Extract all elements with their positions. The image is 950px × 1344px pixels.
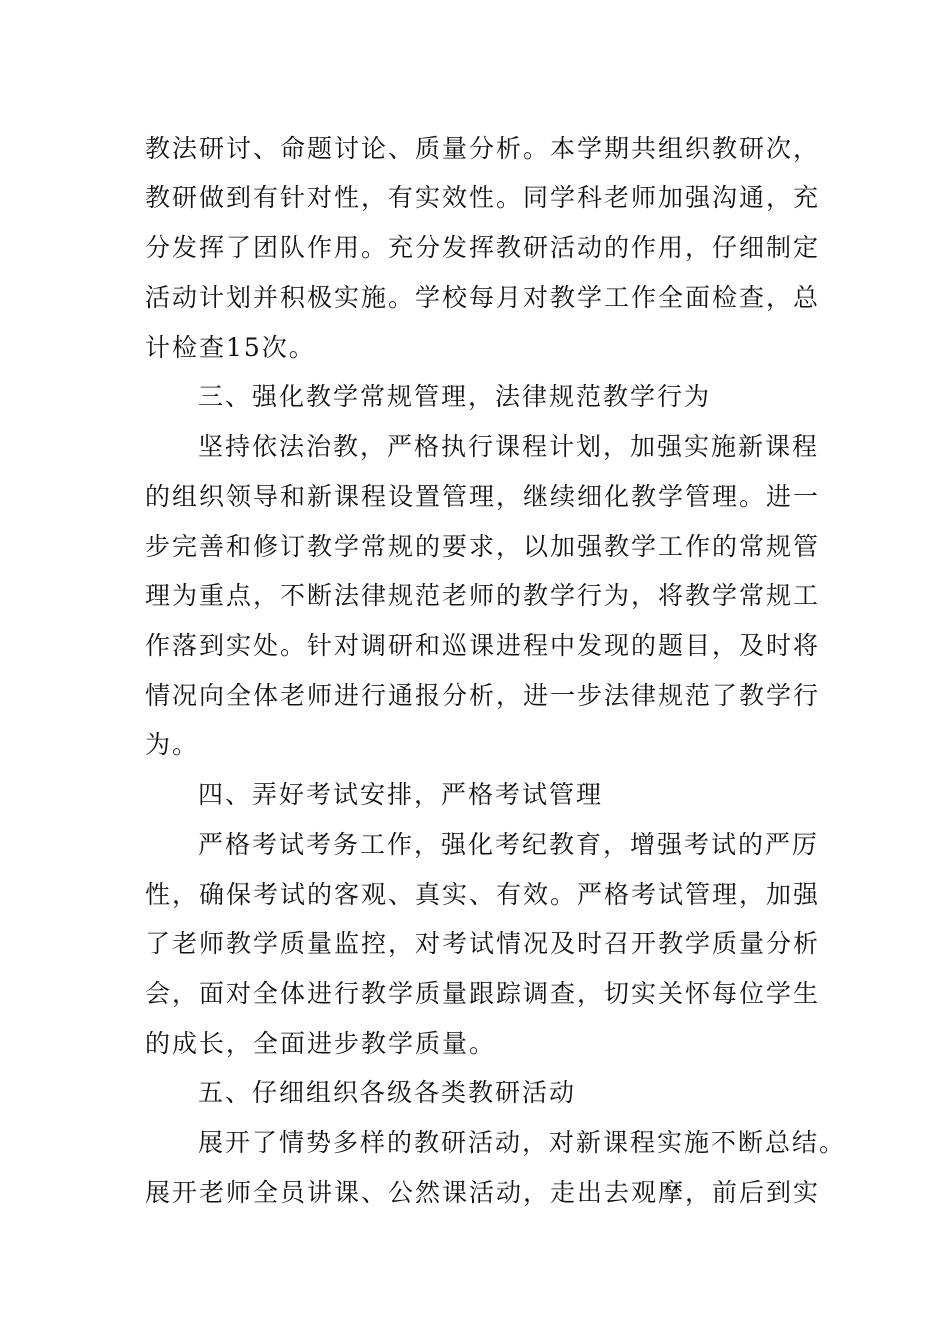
- paragraph-line: 理为重点，不断法律规范老师的教学行为，将教学常规工: [145, 581, 821, 610]
- paragraph-line: 的组织领导和新课程设置管理，继续细化教学管理。进一: [145, 482, 821, 511]
- paragraph-line: 性，确保考试的客观、真实、有效。严格考试管理，加强: [145, 880, 821, 909]
- paragraph-line: 分发挥了团队作用。充分发挥教研活动的作用，仔细制定: [145, 233, 821, 262]
- paragraph-line: 会，面对全体进行教学质量跟踪调查，切实关怀每位学生: [145, 979, 821, 1008]
- section-heading: 五、仔细组织各级各类教研活动: [198, 1078, 577, 1107]
- paragraph-line: 计检查15次。: [145, 333, 316, 362]
- paragraph-line: 情况向全体老师进行通报分析，进一步法律规范了教学行: [145, 681, 821, 710]
- paragraph-line: 的成长，全面进步教学质量。: [145, 1029, 497, 1058]
- paragraph-line: 教法研讨、命题讨论、质量分析。本学期共组织教研次，: [145, 134, 821, 163]
- paragraph-line: 了老师教学质量监控，对考试情况及时召开教学质量分析: [145, 929, 821, 958]
- paragraph-line: 教研做到有针对性，有实效性。同学科老师加强沟通，充: [145, 183, 821, 212]
- paragraph-line: 为。: [145, 730, 200, 759]
- section-heading: 四、弄好考试安排，严格考试管理: [198, 780, 604, 809]
- paragraph-line: 严格考试考务工作，强化考纪教育，增强考试的严厉: [198, 830, 820, 859]
- paragraph-line: 步完善和修订教学常规的要求，以加强教学工作的常规管: [145, 532, 821, 561]
- paragraph-line: 作落到实处。针对调研和巡课进程中发现的题目，及时将: [145, 631, 821, 660]
- paragraph-line: 展开老师全员讲课、公然课活动，走出去观摩，前后到实: [145, 1178, 821, 1207]
- section-heading: 三、强化教学常规管理，法律规范教学行为: [198, 382, 712, 411]
- paragraph-line: 活动计划并积极实施。学校每月对教学工作全面检查，总: [145, 283, 821, 312]
- paragraph-line: 展开了情势多样的教研活动，对新课程实施不断总结。: [198, 1128, 847, 1157]
- paragraph-line: 坚持依法治教，严格执行课程计划，加强实施新课程: [198, 432, 820, 461]
